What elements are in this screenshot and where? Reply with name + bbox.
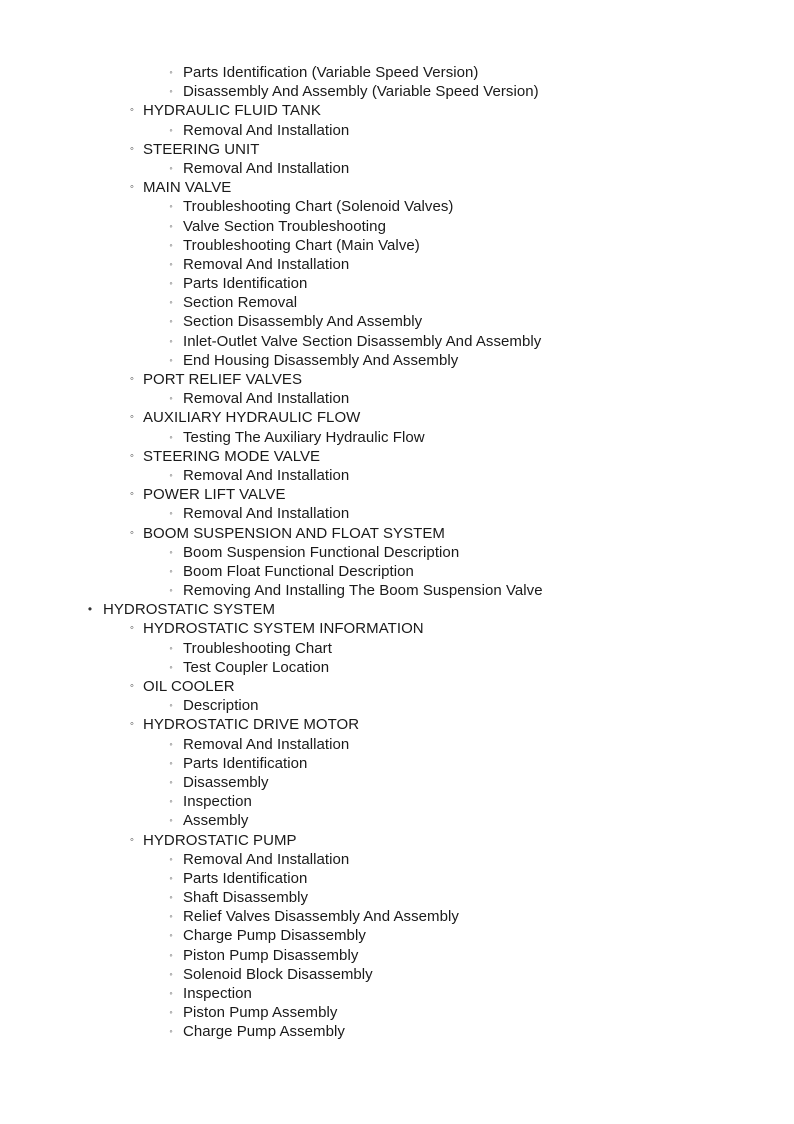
toc-subsection-label: HYDRAULIC FLUID TANK [143, 102, 321, 120]
toc-section-label: HYDROSTATIC SYSTEM [103, 601, 276, 619]
toc-topic-item [0, 1003, 794, 1022]
hollow-bullet-icon: ◦ [169, 738, 173, 749]
hollow-bullet-icon: ◦ [169, 201, 173, 212]
hollow-bullet-icon: ◦ [169, 86, 173, 97]
toc-topic-label: Parts Identification [183, 869, 308, 887]
toc-topic-label: Removal And Installation [183, 121, 350, 139]
hollow-bullet-icon: ◦ [169, 565, 173, 576]
toc-subsection-label: HYDROSTATIC DRIVE MOTOR [143, 716, 360, 734]
toc-topic-item [0, 792, 794, 811]
toc-topic-item [0, 1022, 794, 1041]
toc-topic-label: Parts Identification [183, 275, 308, 293]
toc-subsection-label: HYDROSTATIC SYSTEM INFORMATION [143, 620, 424, 638]
toc-topic-label: Solenoid Block Disassembly [183, 965, 373, 983]
toc-topic-label: Troubleshooting Chart (Main Valve) [183, 236, 420, 254]
hollow-bullet-icon: ◦ [169, 872, 173, 883]
toc-topic-label: Removal And Installation [183, 466, 350, 484]
hollow-bullet-icon: ◦ [130, 181, 134, 194]
toc-topic-item [0, 696, 794, 715]
toc-topic-label: Disassembly [183, 773, 269, 791]
toc-topic-item [0, 312, 794, 331]
hollow-bullet-icon: ◦ [169, 508, 173, 519]
toc-topic-label: Parts Identification (Variable Speed Version) [183, 64, 479, 81]
toc-topic-label: Removal And Installation [183, 850, 350, 868]
toc-topic-label: Inspection [183, 793, 252, 811]
toc-subsection-item [0, 677, 794, 696]
hollow-bullet-icon: ◦ [169, 546, 173, 557]
table-of-contents [0, 63, 794, 1042]
toc-topic-label: Shaft Disassembly [183, 889, 309, 907]
hollow-bullet-icon: ◦ [169, 162, 173, 173]
toc-topic-label: Removal And Installation [183, 159, 350, 177]
hollow-bullet-icon: ◦ [169, 776, 173, 787]
toc-topic-item [0, 332, 794, 351]
hollow-bullet-icon: ◦ [169, 757, 173, 768]
hollow-bullet-icon: ◦ [169, 431, 173, 442]
toc-topic-item [0, 773, 794, 792]
hollow-bullet-icon: ◦ [169, 335, 173, 346]
hollow-bullet-icon: ◦ [169, 949, 173, 960]
toc-topic-item [0, 562, 794, 581]
toc-topic-item [0, 159, 794, 178]
toc-topic-item [0, 888, 794, 907]
toc-subsection-label: STEERING UNIT [143, 140, 260, 158]
toc-topic-item [0, 735, 794, 754]
toc-topic-item [0, 197, 794, 216]
hollow-bullet-icon: ◦ [169, 124, 173, 135]
hollow-bullet-icon: ◦ [169, 354, 173, 365]
hollow-bullet-icon: ◦ [130, 680, 134, 692]
toc-topic-item [0, 236, 794, 255]
toc-topic-item [0, 389, 794, 408]
hollow-bullet-icon: ◦ [169, 815, 173, 826]
toc-subsection-item [0, 715, 794, 734]
hollow-bullet-icon: ◦ [169, 1026, 173, 1037]
toc-subsection-label: PORT RELIEF VALVES [143, 371, 303, 388]
toc-topic-label: Charge Pump Assembly [183, 1023, 345, 1041]
hollow-bullet-icon: ◦ [169, 1007, 173, 1018]
hollow-bullet-icon: ◦ [130, 411, 134, 424]
toc-topic-item [0, 504, 794, 523]
toc-subsection-item [0, 619, 794, 638]
toc-subsection-item [0, 101, 794, 120]
toc-subsection-label: POWER LIFT VALVE [143, 486, 286, 504]
toc-topic-label: Removal And Installation [183, 505, 350, 523]
toc-topic-label: Parts Identification [183, 754, 308, 772]
toc-subsection-label: MAIN VALVE [143, 179, 232, 197]
toc-topic-item [0, 82, 794, 101]
toc-topic-item [0, 754, 794, 773]
toc-topic-label: Test Coupler Location [183, 658, 330, 676]
hollow-bullet-icon: ◦ [169, 297, 173, 308]
toc-topic-label: Boom Float Functional Description [183, 562, 414, 580]
toc-topic-item [0, 543, 794, 562]
hollow-bullet-icon: ◦ [130, 104, 134, 117]
toc-topic-label: Section Disassembly And Assembly [183, 313, 423, 331]
hollow-bullet-icon: ◦ [169, 239, 173, 250]
toc-topic-item [0, 581, 794, 600]
toc-subsection-item [0, 524, 794, 543]
hollow-bullet-icon: ◦ [169, 469, 173, 480]
toc-topic-label: Section Removal [183, 294, 298, 312]
toc-subsection-item [0, 140, 794, 159]
toc-subsection-item [0, 178, 794, 197]
hollow-bullet-icon: ◦ [130, 526, 134, 539]
toc-topic-item [0, 811, 794, 830]
toc-topic-label: Boom Suspension Functional Description [183, 543, 460, 561]
toc-topic-item [0, 984, 794, 1003]
hollow-bullet-icon: ◦ [130, 622, 134, 635]
hollow-bullet-icon: ◦ [169, 585, 173, 596]
toc-topic-item [0, 658, 794, 677]
toc-topic-item [0, 217, 794, 236]
hollow-bullet-icon: ◦ [169, 258, 173, 269]
hollow-bullet-icon: ◦ [169, 911, 173, 922]
toc-subsection-label: AUXILIARY HYDRAULIC FLOW [143, 409, 361, 427]
toc-subsection-label: STEERING MODE VALVE [143, 447, 321, 465]
toc-topic-item [0, 869, 794, 888]
toc-subsection-item [0, 447, 794, 466]
toc-topic-label: Relief Valves Disassembly And Assembly [183, 908, 459, 926]
hollow-bullet-icon: ◦ [169, 796, 173, 807]
toc-topic-item [0, 293, 794, 312]
toc-topic-item [0, 274, 794, 293]
toc-topic-item [0, 466, 794, 485]
toc-topic-label: Valve Section Troubleshooting [183, 217, 386, 235]
toc-topic-label: End Housing Disassembly And Assembly [183, 351, 459, 369]
toc-topic-label: Inspection [183, 985, 252, 1002]
toc-topic-item [0, 63, 794, 82]
toc-subsection-item [0, 485, 794, 504]
toc-topic-item [0, 428, 794, 447]
toc-subsection-item [0, 831, 794, 850]
hollow-bullet-icon: ◦ [169, 393, 173, 404]
hollow-bullet-icon: ◦ [130, 373, 134, 385]
toc-topic-label: Removing And Installing The Boom Suspension Valve [183, 582, 543, 600]
hollow-bullet-icon: ◦ [130, 488, 134, 501]
toc-topic-label: Assembly [183, 812, 249, 830]
toc-subsection-label: BOOM SUSPENSION AND FLOAT SYSTEM [143, 524, 445, 542]
hollow-bullet-icon: ◦ [169, 930, 173, 941]
toc-topic-item [0, 639, 794, 658]
toc-topic-label: Disassembly And Assembly (Variable Speed Version) [183, 83, 539, 101]
toc-topic-label: Removal And Installation [183, 390, 350, 408]
toc-topic-item [0, 351, 794, 370]
toc-subsection-item [0, 370, 794, 389]
toc-topic-label: Troubleshooting Chart (Solenoid Valves) [183, 198, 454, 216]
hollow-bullet-icon: ◦ [130, 718, 134, 731]
hollow-bullet-icon: ◦ [169, 968, 173, 979]
toc-topic-label: Troubleshooting Chart [183, 639, 332, 657]
toc-topic-item [0, 946, 794, 965]
toc-topic-item [0, 965, 794, 984]
hollow-bullet-icon: ◦ [130, 142, 134, 155]
toc-topic-label: Description [183, 697, 259, 715]
hollow-bullet-icon: ◦ [169, 220, 173, 231]
toc-topic-label: Charge Pump Disassembly [183, 927, 366, 945]
toc-topic-item [0, 121, 794, 140]
toc-topic-item [0, 907, 794, 926]
toc-topic-label: Inlet-Outlet Valve Section Disassembly And Assembly [183, 332, 542, 350]
toc-topic-item [0, 255, 794, 274]
hollow-bullet-icon: ◦ [169, 700, 173, 711]
hollow-bullet-icon: ◦ [169, 892, 173, 903]
toc-topic-label: Piston Pump Disassembly [183, 946, 359, 964]
toc-section-item [0, 600, 794, 619]
toc-topic-item [0, 926, 794, 945]
toc-topic-item [0, 850, 794, 869]
filled-bullet-icon: • [87, 602, 93, 617]
hollow-bullet-icon: ◦ [130, 449, 134, 462]
toc-topic-label: Removal And Installation [183, 735, 350, 753]
hollow-bullet-icon: ◦ [169, 661, 173, 672]
hollow-bullet-icon: ◦ [169, 67, 173, 77]
toc-topic-label: Testing The Auxiliary Hydraulic Flow [183, 428, 425, 446]
hollow-bullet-icon: ◦ [169, 316, 173, 327]
toc-topic-label: Removal And Installation [183, 255, 350, 273]
hollow-bullet-icon: ◦ [169, 278, 173, 289]
toc-subsection-item [0, 408, 794, 427]
hollow-bullet-icon: ◦ [169, 642, 173, 653]
toc-topic-label: Piston Pump Assembly [183, 1004, 338, 1022]
toc-subsection-label: OIL COOLER [143, 678, 235, 695]
hollow-bullet-icon: ◦ [169, 853, 173, 864]
hollow-bullet-icon: ◦ [169, 988, 173, 998]
hollow-bullet-icon: ◦ [130, 833, 134, 846]
toc-subsection-label: HYDROSTATIC PUMP [143, 831, 297, 849]
